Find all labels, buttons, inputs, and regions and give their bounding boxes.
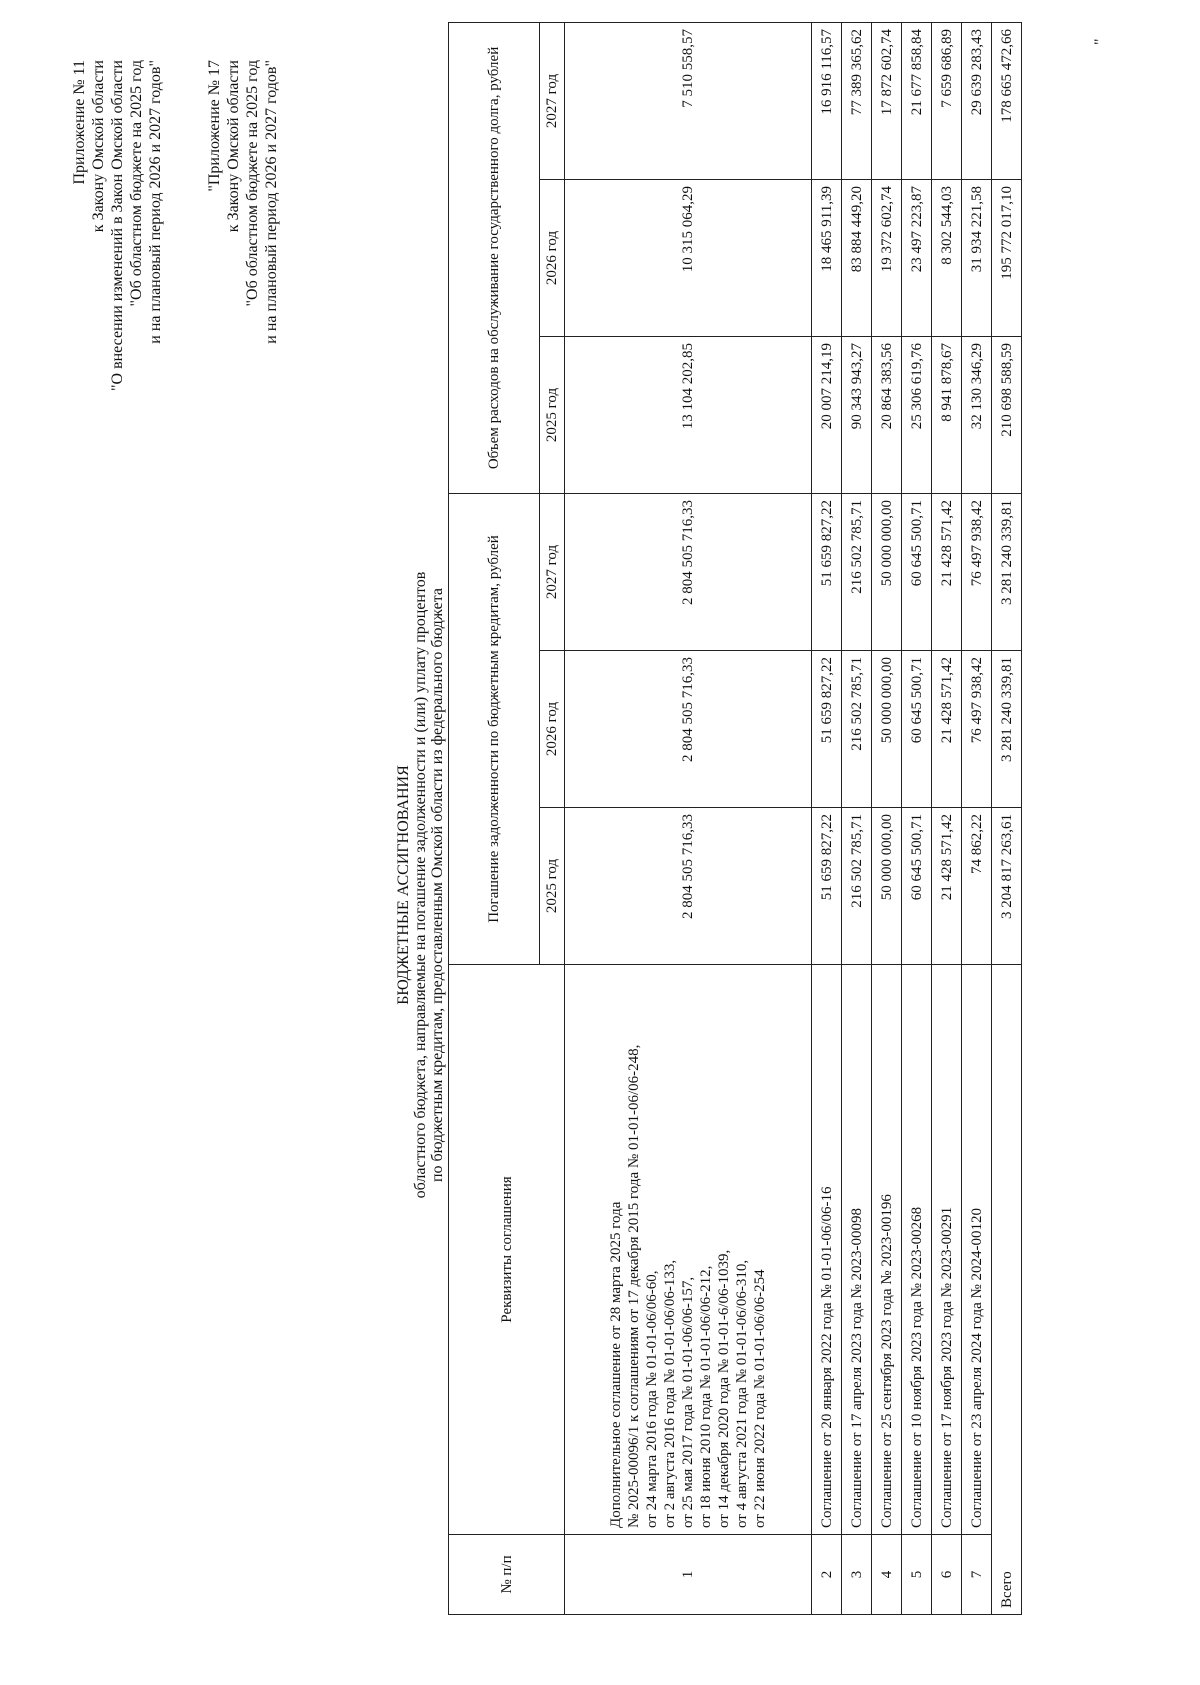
row-requisites: Соглашение от 20 января 2022 года № 01-01-06/06-16 bbox=[812, 965, 842, 1535]
header-num: № п/п bbox=[449, 1535, 565, 1615]
title-heading: БЮДЖЕТНЫЕ АССИГНОВАНИЯ bbox=[395, 765, 412, 1005]
value-cell: 2 804 505 716,33 bbox=[565, 651, 812, 808]
header-year: 2025 год bbox=[540, 808, 565, 965]
requisites-line: от 4 августа 2021 года № 01-01-06/06-310, bbox=[734, 1259, 750, 1528]
header-requisites: Реквизиты соглашения bbox=[449, 965, 565, 1535]
header-repayment: Погашение задолженности по бюджетным кредитам, рублей bbox=[449, 493, 540, 964]
value-cell: 60 645 500,71 bbox=[902, 651, 932, 808]
header-year: 2026 год bbox=[540, 651, 565, 808]
requisites-line: Дополнительное соглашение от 28 марта 2025 года bbox=[608, 1201, 624, 1528]
value-cell: 20 007 214,19 bbox=[812, 336, 842, 493]
value-cell: 76 497 938,42 bbox=[962, 493, 992, 650]
value-cell: 23 497 223,87 bbox=[902, 179, 932, 336]
row-requisites: Соглашение от 17 ноября 2023 года № 2023-00291 bbox=[932, 965, 962, 1535]
header-year: 2026 год bbox=[540, 179, 565, 336]
appendix-line: к Закону Омской области bbox=[225, 60, 242, 233]
row-num: 5 bbox=[902, 1535, 932, 1615]
value-cell: 21 428 571,42 bbox=[932, 493, 962, 650]
value-cell: 83 884 449,20 bbox=[842, 179, 872, 336]
title-line: по бюджетным кредитам, предоставленным Омской области из федерального бюджета bbox=[429, 587, 446, 1183]
value-cell: 21 677 858,84 bbox=[902, 22, 932, 179]
value-cell: 17 872 602,74 bbox=[872, 22, 902, 179]
appendix-header-current bbox=[70, 60, 165, 391]
value-cell: 19 372 602,74 bbox=[872, 179, 902, 336]
value-cell: 16 916 116,57 bbox=[812, 22, 842, 179]
value-cell: 51 659 827,22 bbox=[812, 651, 842, 808]
value-cell: 76 497 938,42 bbox=[962, 651, 992, 808]
row-requisites: Соглашение от 23 апреля 2024 года № 2024-00120 bbox=[962, 965, 992, 1535]
table-row bbox=[932, 22, 962, 1614]
table-row bbox=[872, 22, 902, 1614]
total-value: 210 698 588,59 bbox=[992, 336, 1022, 493]
header-service: Объем расходов на обслуживание государственного долга, рублей bbox=[449, 22, 540, 493]
total-value: 178 665 472,66 bbox=[992, 22, 1022, 179]
value-cell: 13 104 202,85 bbox=[565, 336, 812, 493]
header-row bbox=[449, 22, 540, 1614]
row-num: 7 bbox=[962, 1535, 992, 1615]
value-cell: 2 804 505 716,33 bbox=[565, 493, 812, 650]
appropriations-table bbox=[448, 22, 1022, 1615]
requisites-line: от 22 июня 2022 года № 01-01-06/06-254 bbox=[752, 1269, 768, 1528]
table-row bbox=[565, 22, 812, 1614]
value-cell: 21 428 571,42 bbox=[932, 808, 962, 965]
requisites-line: от 25 мая 2017 года № 01-01-06/06-157, bbox=[680, 1276, 696, 1528]
value-cell: 216 502 785,71 bbox=[842, 651, 872, 808]
value-cell: 8 302 544,03 bbox=[932, 179, 962, 336]
appendix-line: и на плановый период 2026 и 2027 годов" bbox=[263, 60, 280, 344]
row-requisites: Соглашение от 10 ноября 2023 года № 2023-00268 bbox=[902, 965, 932, 1535]
header-year: 2027 год bbox=[540, 493, 565, 650]
header-year: 2027 год bbox=[540, 22, 565, 179]
total-label: Всего bbox=[992, 965, 1022, 1615]
value-cell: 21 428 571,42 bbox=[932, 651, 962, 808]
value-cell: 2 804 505 716,33 bbox=[565, 808, 812, 965]
requisites-line: от 24 марта 2016 года № 01-01-06/06-60, bbox=[644, 1270, 660, 1528]
row-num: 3 bbox=[842, 1535, 872, 1615]
value-cell: 60 645 500,71 bbox=[902, 808, 932, 965]
row-requisites: Соглашение от 25 сентября 2023 года № 2023-00196 bbox=[872, 965, 902, 1535]
value-cell: 77 389 365,62 bbox=[842, 22, 872, 179]
value-cell: 216 502 785,71 bbox=[842, 808, 872, 965]
appendix-line: "Приложение № 17 bbox=[206, 60, 223, 192]
table-row bbox=[962, 22, 992, 1614]
document-title bbox=[395, 285, 446, 1485]
requisites-line: от 18 июня 2010 года № 01-01-06/06-212, bbox=[698, 1265, 714, 1528]
row-requisites: Соглашение от 17 апреля 2023 года № 2023-00098 bbox=[842, 965, 872, 1535]
table-row bbox=[902, 22, 932, 1614]
appendix-header-amended bbox=[205, 60, 281, 344]
appendix-line: и на плановый период 2026 и 2027 годов" bbox=[147, 60, 164, 344]
value-cell: 8 941 878,67 bbox=[932, 336, 962, 493]
value-cell: 10 315 064,29 bbox=[565, 179, 812, 336]
value-cell: 50 000 000,00 bbox=[872, 651, 902, 808]
value-cell: 7 510 558,57 bbox=[565, 22, 812, 179]
closing-quote: " bbox=[1092, 38, 1109, 45]
total-row bbox=[992, 22, 1022, 1614]
row-num: 4 bbox=[872, 1535, 902, 1615]
value-cell: 7 659 686,89 bbox=[932, 22, 962, 179]
row-requisites bbox=[565, 965, 812, 1535]
value-cell: 25 306 619,76 bbox=[902, 336, 932, 493]
appendix-line: к Закону Омской области bbox=[90, 60, 107, 233]
total-value: 3 204 817 263,61 bbox=[992, 808, 1022, 965]
value-cell: 18 465 911,39 bbox=[812, 179, 842, 336]
value-cell: 51 659 827,22 bbox=[812, 493, 842, 650]
value-cell: 50 000 000,00 bbox=[872, 808, 902, 965]
title-line: областного бюджета, направляемые на погашение задолженности и (или) уплату процентов bbox=[412, 571, 429, 1199]
value-cell: 50 000 000,00 bbox=[872, 493, 902, 650]
appendix-line: "О внесении изменений в Закон Омской области bbox=[109, 60, 126, 392]
table-row bbox=[842, 22, 872, 1614]
row-num: 1 bbox=[565, 1535, 812, 1615]
header-year: 2025 год bbox=[540, 336, 565, 493]
total-value: 195 772 017,10 bbox=[992, 179, 1022, 336]
total-value: 3 281 240 339,81 bbox=[992, 493, 1022, 650]
value-cell: 29 639 283,43 bbox=[962, 22, 992, 179]
value-cell: 74 862,22 bbox=[962, 808, 992, 965]
value-cell: 20 864 383,56 bbox=[872, 336, 902, 493]
requisites-line: № 2025-00096/1 к соглашениям от 17 декабря 2015 года № 01-01-06/06-248, bbox=[626, 1044, 642, 1528]
value-cell: 51 659 827,22 bbox=[812, 808, 842, 965]
appendix-line: Приложение № 11 bbox=[71, 60, 88, 185]
table-row bbox=[812, 22, 842, 1614]
value-cell: 31 934 221,58 bbox=[962, 179, 992, 336]
total-value: 3 281 240 339,81 bbox=[992, 651, 1022, 808]
row-num: 6 bbox=[932, 1535, 962, 1615]
value-cell: 216 502 785,71 bbox=[842, 493, 872, 650]
row-num: 2 bbox=[812, 1535, 842, 1615]
appendix-line: "Об областном бюджете на 2025 год bbox=[128, 60, 145, 307]
value-cell: 90 343 943,27 bbox=[842, 336, 872, 493]
value-cell: 60 645 500,71 bbox=[902, 493, 932, 650]
requisites-line: от 2 августа 2016 года № 01-01-06/06-133, bbox=[662, 1259, 678, 1528]
requisites-line: от 14 декабря 2020 года № 01-01-6/06-1039, bbox=[716, 1249, 732, 1528]
value-cell: 32 130 346,29 bbox=[962, 336, 992, 493]
appendix-line: "Об областном бюджете на 2025 год bbox=[244, 60, 261, 307]
